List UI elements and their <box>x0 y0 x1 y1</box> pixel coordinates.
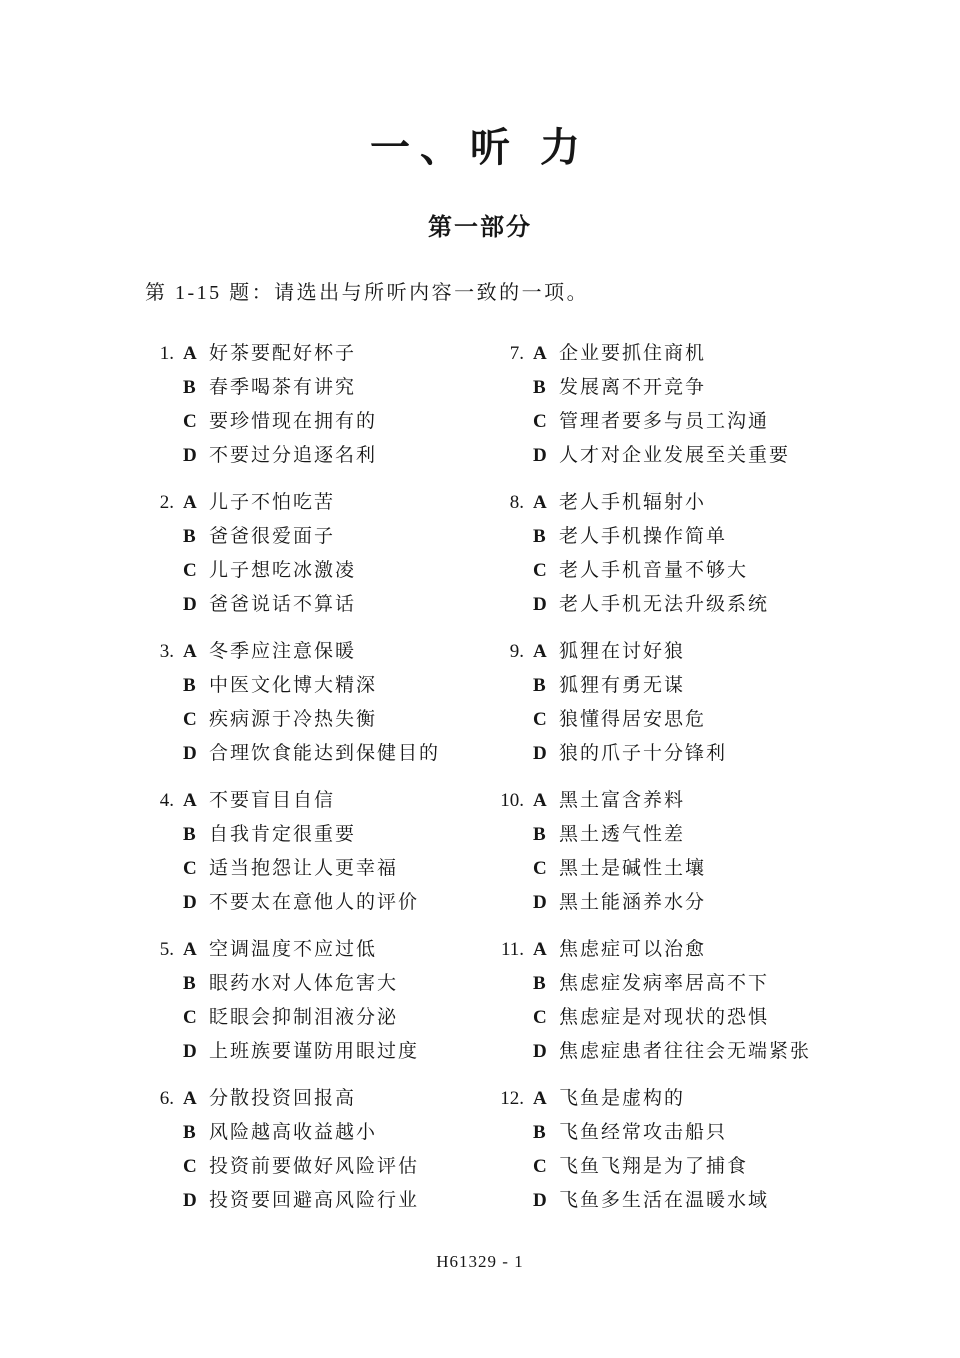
option-text: 黑土富含养料 <box>559 790 686 811</box>
question-10 <box>490 784 890 920</box>
instructions: 第 1-15 题：请选出与所听内容一致的一项。 <box>145 282 590 304</box>
option-text: 焦虑症发病率居高不下 <box>559 973 770 994</box>
option-letter: C <box>183 709 197 730</box>
option-text: 适当抱怨让人更幸福 <box>209 858 399 879</box>
questions-column-left <box>148 337 490 1231</box>
option-row <box>490 1184 890 1218</box>
option-text: 眨眼会抑制泪液分泌 <box>209 1007 399 1028</box>
section-title: 一、听 力 <box>370 125 590 170</box>
option-text: 不要盲目自信 <box>209 790 336 811</box>
option-text: 爸爸说话不算话 <box>209 594 357 615</box>
option-row <box>148 852 490 886</box>
option-letter: B <box>533 675 546 696</box>
page-footer: H61329 - 1 <box>436 1252 524 1271</box>
option-letter: D <box>533 445 547 466</box>
option-letter: D <box>533 594 547 615</box>
option-row <box>490 1082 890 1116</box>
option-row <box>148 405 490 439</box>
option-letter: A <box>183 790 197 811</box>
option-letter: D <box>533 1190 547 1211</box>
questions-area <box>0 337 960 1231</box>
option-letter: B <box>533 824 546 845</box>
option-row <box>148 818 490 852</box>
option-text: 爸爸很爱面子 <box>209 526 336 547</box>
option-row <box>490 371 890 405</box>
option-text: 合理饮食能达到保健目的 <box>209 743 441 764</box>
option-text: 上班族要谨防用眼过度 <box>209 1041 420 1062</box>
option-letter: B <box>533 526 546 547</box>
option-letter: B <box>183 377 196 398</box>
option-text: 投资要回避高风险行业 <box>209 1190 420 1211</box>
questions-column-right <box>490 337 890 1231</box>
option-letter: B <box>183 526 196 547</box>
question-12 <box>490 1082 890 1218</box>
option-text: 人才对企业发展至关重要 <box>559 445 791 466</box>
option-row <box>148 520 490 554</box>
question-number: 6. <box>159 1088 174 1109</box>
option-letter: C <box>533 858 547 879</box>
option-letter: D <box>183 594 197 615</box>
option-letter: D <box>183 445 197 466</box>
option-row <box>148 1035 490 1069</box>
option-text: 飞鱼飞翔是为了捕食 <box>559 1156 749 1177</box>
question-11 <box>490 933 890 1069</box>
option-row <box>148 554 490 588</box>
option-text: 要珍惜现在拥有的 <box>209 411 378 432</box>
option-row <box>490 337 890 371</box>
option-letter: C <box>533 709 547 730</box>
question-number: 1. <box>159 343 174 364</box>
option-letter: A <box>533 939 547 960</box>
option-letter: A <box>183 1088 197 1109</box>
option-row <box>148 1150 490 1184</box>
option-letter: B <box>533 377 546 398</box>
option-text: 不要过分追逐名利 <box>209 445 378 466</box>
option-row <box>490 1116 890 1150</box>
option-text: 投资前要做好风险评估 <box>209 1156 420 1177</box>
option-row <box>148 933 490 967</box>
option-row <box>490 886 890 920</box>
option-letter: A <box>533 641 547 662</box>
option-text: 狼懂得居安思危 <box>559 709 707 730</box>
option-letter: D <box>533 892 547 913</box>
option-text: 焦虑症患者往往会无端紧张 <box>559 1041 812 1062</box>
option-letter: C <box>183 411 197 432</box>
option-text: 儿子不怕吃苦 <box>209 492 336 513</box>
option-letter: B <box>533 1122 546 1143</box>
option-text: 焦虑症可以治愈 <box>559 939 707 960</box>
option-letter: D <box>183 743 197 764</box>
option-letter: A <box>183 641 197 662</box>
option-letter: B <box>533 973 546 994</box>
option-text: 好茶要配好杯子 <box>209 343 357 364</box>
option-row <box>148 784 490 818</box>
option-text: 狼的爪子十分锋利 <box>559 743 728 764</box>
option-row <box>148 737 490 771</box>
option-letter: C <box>183 1156 197 1177</box>
option-text: 风险越高收益越小 <box>209 1122 378 1143</box>
option-row <box>490 967 890 1001</box>
option-letter: B <box>183 675 196 696</box>
option-text: 飞鱼多生活在温暖水域 <box>559 1190 770 1211</box>
option-text: 黑土能涵养水分 <box>559 892 707 913</box>
option-row <box>148 486 490 520</box>
option-letter: D <box>183 892 197 913</box>
option-letter: D <box>533 1041 547 1062</box>
option-text: 发展离不开竞争 <box>559 377 707 398</box>
option-text: 冬季应注意保暖 <box>209 641 357 662</box>
option-letter: A <box>183 939 197 960</box>
question-6 <box>148 1082 490 1218</box>
option-text: 黑土透气性差 <box>559 824 686 845</box>
option-letter: C <box>183 560 197 581</box>
option-row <box>490 933 890 967</box>
question-number: 10. <box>500 790 524 811</box>
option-row <box>148 337 490 371</box>
option-text: 空调温度不应过低 <box>209 939 378 960</box>
option-row <box>490 818 890 852</box>
option-text: 飞鱼经常攻击船只 <box>559 1122 728 1143</box>
option-row <box>148 1001 490 1035</box>
option-letter: C <box>533 1007 547 1028</box>
question-number: 11. <box>500 939 524 960</box>
question-5 <box>148 933 490 1069</box>
option-letter: C <box>183 858 197 879</box>
option-row <box>148 967 490 1001</box>
option-row <box>148 1116 490 1150</box>
question-number: 12. <box>500 1088 524 1109</box>
option-row <box>148 635 490 669</box>
option-row <box>490 635 890 669</box>
option-letter: C <box>533 1156 547 1177</box>
option-text: 春季喝茶有讲究 <box>209 377 357 398</box>
option-text: 中医文化博大精深 <box>209 675 378 696</box>
option-row <box>148 439 490 473</box>
option-text: 企业要抓住商机 <box>559 343 707 364</box>
question-number: 4. <box>159 790 174 811</box>
option-letter: B <box>183 824 196 845</box>
question-8 <box>490 486 890 622</box>
option-row <box>148 669 490 703</box>
option-text: 老人手机辐射小 <box>559 492 707 513</box>
option-letter: A <box>533 492 547 513</box>
option-text: 自我肯定很重要 <box>209 824 357 845</box>
question-2 <box>148 486 490 622</box>
option-row <box>490 669 890 703</box>
option-row <box>490 439 890 473</box>
option-row <box>490 1035 890 1069</box>
option-letter: D <box>533 743 547 764</box>
question-1 <box>148 337 490 473</box>
option-text: 儿子想吃冰激凌 <box>209 560 357 581</box>
option-letter: A <box>533 1088 547 1109</box>
option-text: 分散投资回报高 <box>209 1088 357 1109</box>
option-row <box>490 588 890 622</box>
option-row <box>490 405 890 439</box>
option-row <box>148 371 490 405</box>
option-row <box>490 737 890 771</box>
question-number: 2. <box>159 492 174 513</box>
option-text: 狐狸在讨好狼 <box>559 641 686 662</box>
part-title: 第一部分 <box>428 215 532 241</box>
option-text: 焦虑症是对现状的恐惧 <box>559 1007 770 1028</box>
option-row <box>490 520 890 554</box>
option-row <box>148 703 490 737</box>
option-row <box>490 1001 890 1035</box>
question-number: 5. <box>159 939 174 960</box>
option-row <box>490 703 890 737</box>
option-text: 老人手机操作简单 <box>559 526 728 547</box>
question-number: 3. <box>159 641 174 662</box>
option-row <box>490 1150 890 1184</box>
option-letter: D <box>183 1041 197 1062</box>
option-letter: A <box>183 492 197 513</box>
option-text: 疾病源于冷热失衡 <box>209 709 378 730</box>
option-row <box>490 784 890 818</box>
question-4 <box>148 784 490 920</box>
question-9 <box>490 635 890 771</box>
option-row <box>148 1082 490 1116</box>
option-letter: C <box>533 560 547 581</box>
question-number: 8. <box>509 492 524 513</box>
option-row <box>490 554 890 588</box>
question-number: 7. <box>509 343 524 364</box>
option-text: 黑土是碱性土壤 <box>559 858 707 879</box>
question-7 <box>490 337 890 473</box>
option-text: 管理者要多与员工沟通 <box>559 411 770 432</box>
option-row <box>490 486 890 520</box>
option-text: 眼药水对人体危害大 <box>209 973 399 994</box>
option-text: 老人手机无法升级系统 <box>559 594 770 615</box>
option-text: 不要太在意他人的评价 <box>209 892 420 913</box>
question-number: 9. <box>509 641 524 662</box>
option-letter: C <box>533 411 547 432</box>
option-text: 狐狸有勇无谋 <box>559 675 686 696</box>
option-letter: A <box>533 790 547 811</box>
option-letter: A <box>183 343 197 364</box>
option-row <box>148 588 490 622</box>
option-letter: A <box>533 343 547 364</box>
option-letter: C <box>183 1007 197 1028</box>
option-letter: B <box>183 1122 196 1143</box>
option-row <box>490 852 890 886</box>
option-row <box>148 886 490 920</box>
option-text: 飞鱼是虚构的 <box>559 1088 686 1109</box>
option-letter: B <box>183 973 196 994</box>
option-row <box>148 1184 490 1218</box>
option-letter: D <box>183 1190 197 1211</box>
question-3 <box>148 635 490 771</box>
option-text: 老人手机音量不够大 <box>559 560 749 581</box>
